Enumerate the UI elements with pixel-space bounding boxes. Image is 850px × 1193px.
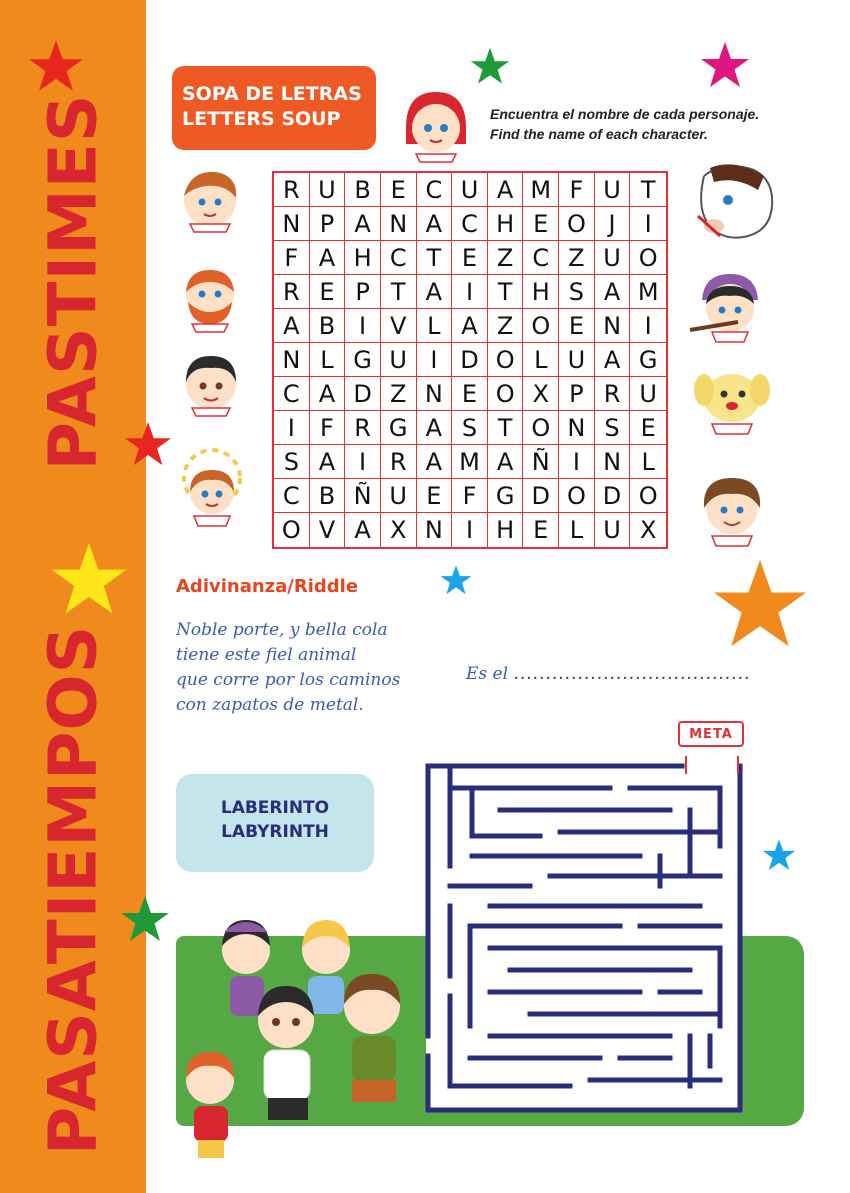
grid-letter-cell[interactable]: R	[595, 377, 631, 411]
dark-hair-boy-face-icon	[178, 350, 244, 420]
grid-letter-cell[interactable]: Z	[381, 377, 417, 411]
grid-letter-cell[interactable]: O	[488, 343, 524, 377]
yellow-star-icon	[50, 540, 128, 618]
word-search-title-en: LETTERS SOUP	[182, 108, 341, 130]
grid-letter-cell[interactable]: C	[417, 173, 453, 207]
grid-letter-cell[interactable]: P	[345, 275, 381, 309]
grid-letter-cell[interactable]: I	[452, 513, 488, 547]
grid-letter-cell[interactable]: H	[488, 513, 524, 547]
grid-letter-cell[interactable]: O	[559, 479, 595, 513]
grid-letter-cell[interactable]: J	[595, 207, 631, 241]
grid-letter-cell[interactable]: X	[381, 513, 417, 547]
grid-letter-cell[interactable]: M	[523, 173, 559, 207]
grid-letter-cell[interactable]: R	[345, 411, 381, 445]
word-search-instructions	[490, 104, 759, 144]
grid-letter-cell[interactable]: A	[595, 275, 631, 309]
grid-letter-cell[interactable]: I	[274, 411, 310, 445]
grid-letter-cell[interactable]: G	[488, 479, 524, 513]
grid-letter-cell[interactable]: C	[523, 241, 559, 275]
answer-prefix: Es el	[466, 664, 509, 684]
grid-letter-cell[interactable]: V	[310, 513, 346, 547]
grid-letter-cell[interactable]: O	[274, 513, 310, 547]
grid-letter-cell[interactable]: N	[595, 309, 631, 343]
grid-letter-cell[interactable]: P	[310, 207, 346, 241]
grid-letter-cell[interactable]: B	[310, 479, 346, 513]
blue-star-icon	[440, 564, 472, 596]
red-star-icon	[124, 420, 172, 468]
labyrinth-title-es: LABERINTO	[220, 798, 330, 818]
labyrinth-title-card	[176, 774, 374, 872]
grid-letter-cell[interactable]: B	[345, 173, 381, 207]
grid-letter-cell[interactable]: N	[274, 207, 310, 241]
instruction-es: Encuentra el nombre de cada personaje.	[490, 106, 760, 122]
grid-letter-cell[interactable]: O	[630, 479, 666, 513]
grid-letter-cell[interactable]: L	[310, 343, 346, 377]
grid-letter-cell[interactable]: D	[452, 343, 488, 377]
riddle-answer-line	[466, 664, 750, 684]
grid-letter-cell[interactable]: E	[381, 173, 417, 207]
grid-letter-cell[interactable]: D	[345, 377, 381, 411]
grid-letter-cell[interactable]: O	[523, 411, 559, 445]
grid-letter-cell[interactable]: L	[523, 343, 559, 377]
grid-letter-cell[interactable]: E	[452, 377, 488, 411]
grid-letter-cell[interactable]: Z	[488, 241, 524, 275]
grid-letter-cell[interactable]: O	[523, 309, 559, 343]
grid-letter-cell[interactable]: U	[559, 343, 595, 377]
grid-letter-cell[interactable]: I	[559, 445, 595, 479]
grid-letter-cell[interactable]: H	[488, 207, 524, 241]
answer-blank[interactable]: .....................................	[513, 664, 751, 684]
grid-letter-cell[interactable]: F	[274, 241, 310, 275]
grid-letter-cell[interactable]: H	[523, 275, 559, 309]
grid-letter-cell[interactable]: S	[274, 445, 310, 479]
grid-letter-cell[interactable]: O	[488, 377, 524, 411]
grid-letter-cell[interactable]: B	[310, 309, 346, 343]
grid-letter-cell[interactable]: R	[274, 275, 310, 309]
grid-letter-cell[interactable]: S	[559, 275, 595, 309]
grid-letter-cell[interactable]: N	[559, 411, 595, 445]
running-children-illustration	[176, 910, 436, 1180]
grid-letter-cell[interactable]: H	[345, 241, 381, 275]
grid-letter-cell[interactable]: I	[630, 309, 666, 343]
grid-letter-cell[interactable]: T	[488, 411, 524, 445]
magenta-star-icon	[700, 40, 750, 90]
boy-face-icon	[176, 166, 244, 236]
grid-letter-cell[interactable]: A	[417, 275, 453, 309]
grid-letter-cell[interactable]: Z	[488, 309, 524, 343]
grid-letter-cell[interactable]: L	[630, 445, 666, 479]
grid-letter-cell[interactable]: A	[488, 445, 524, 479]
grid-letter-cell[interactable]: Z	[559, 241, 595, 275]
labyrinth-maze[interactable]	[420, 726, 750, 1116]
grid-letter-cell[interactable]: G	[345, 343, 381, 377]
grid-letter-cell[interactable]: A	[417, 411, 453, 445]
grid-letter-cell[interactable]: E	[630, 411, 666, 445]
grid-letter-cell[interactable]: T	[488, 275, 524, 309]
horse-face-icon	[684, 156, 780, 246]
grid-letter-cell[interactable]: G	[630, 343, 666, 377]
grid-letter-cell[interactable]: E	[417, 479, 453, 513]
grid-letter-cell[interactable]: E	[523, 207, 559, 241]
grid-letter-cell[interactable]: V	[381, 309, 417, 343]
grid-letter-cell[interactable]: P	[559, 377, 595, 411]
word-search-title-badge	[172, 66, 376, 150]
grid-letter-cell[interactable]: A	[310, 241, 346, 275]
green-star-icon	[470, 46, 510, 86]
grid-letter-cell[interactable]: U	[595, 173, 631, 207]
grid-letter-cell[interactable]: F	[559, 173, 595, 207]
dog-face-icon	[690, 364, 774, 440]
orange-star-icon	[712, 556, 808, 652]
grid-letter-cell[interactable]: N	[417, 513, 453, 547]
grid-letter-cell[interactable]: F	[452, 479, 488, 513]
grid-letter-cell[interactable]: E	[559, 309, 595, 343]
grid-letter-cell[interactable]: F	[310, 411, 346, 445]
word-search-title-es: SOPA DE LETRAS	[182, 83, 362, 105]
grid-letter-cell[interactable]: E	[523, 513, 559, 547]
sidebar-title-english: PASTIMES	[34, 93, 112, 471]
grid-letter-cell[interactable]: A	[345, 513, 381, 547]
grid-letter-cell[interactable]: D	[595, 479, 631, 513]
grid-letter-cell[interactable]: I	[345, 309, 381, 343]
instruction-en: Find the name of each character.	[490, 126, 708, 142]
grid-letter-cell[interactable]: E	[452, 241, 488, 275]
grid-letter-cell[interactable]: R	[381, 445, 417, 479]
green-star-icon	[120, 894, 170, 944]
grid-letter-cell[interactable]: A	[417, 207, 453, 241]
grid-letter-cell[interactable]: C	[452, 207, 488, 241]
grid-letter-cell[interactable]: N	[595, 445, 631, 479]
grid-letter-cell[interactable]: X	[523, 377, 559, 411]
red-star-icon	[28, 38, 84, 94]
grid-letter-cell[interactable]: U	[595, 241, 631, 275]
blue-star-icon	[762, 838, 796, 872]
grid-letter-cell[interactable]: N	[274, 343, 310, 377]
girl-with-flute-face-icon	[686, 268, 770, 348]
grid-letter-cell[interactable]: U	[630, 377, 666, 411]
grid-letter-cell[interactable]: A	[452, 309, 488, 343]
grid-letter-cell[interactable]: O	[559, 207, 595, 241]
sidebar-title-spanish: PASATIEMPOS	[34, 624, 112, 1156]
princess-face-icon	[174, 448, 248, 540]
grid-letter-cell[interactable]: L	[417, 309, 453, 343]
grid-letter-cell[interactable]: I	[345, 445, 381, 479]
grid-letter-cell[interactable]: O	[630, 241, 666, 275]
grid-letter-cell[interactable]: Ñ	[523, 445, 559, 479]
grid-letter-cell[interactable]: U	[310, 173, 346, 207]
word-search-grid	[272, 171, 668, 549]
grid-letter-cell[interactable]: N	[417, 377, 453, 411]
grid-letter-cell[interactable]: C	[274, 377, 310, 411]
grid-letter-cell[interactable]: I	[452, 275, 488, 309]
riddle-line: que corre por los caminos	[176, 670, 401, 690]
grid-letter-cell[interactable]: N	[381, 207, 417, 241]
grid-letter-cell[interactable]: A	[345, 207, 381, 241]
riddle-line: Noble porte, y bella cola	[176, 620, 388, 640]
grid-letter-cell[interactable]: M	[452, 445, 488, 479]
grid-letter-cell[interactable]: A	[274, 309, 310, 343]
brown-hair-boy-face-icon	[694, 470, 770, 550]
girl-face-icon	[398, 88, 474, 166]
labyrinth-title-en: LABYRINTH	[221, 822, 329, 842]
grid-letter-cell[interactable]: T	[381, 275, 417, 309]
grid-letter-cell[interactable]: L	[559, 513, 595, 547]
grid-letter-cell[interactable]: S	[452, 411, 488, 445]
grid-letter-cell[interactable]: Ñ	[345, 479, 381, 513]
grid-letter-cell[interactable]: X	[639, 516, 657, 544]
grid-letter-cell[interactable]: G	[381, 411, 417, 445]
grid-letter-cell[interactable]: U	[452, 173, 488, 207]
grid-letter-cell[interactable]: E	[310, 275, 346, 309]
grid-letter-cell[interactable]: A	[310, 377, 346, 411]
grid-letter-cell[interactable]: A	[488, 173, 524, 207]
grid-letter-cell[interactable]: U	[381, 343, 417, 377]
grid-letter-cell[interactable]: C	[381, 241, 417, 275]
grid-letter-cell[interactable]: I	[630, 207, 666, 241]
riddle-text	[176, 618, 400, 718]
grid-letter-cell[interactable]: T	[630, 173, 666, 207]
bearded-man-face-icon	[176, 262, 244, 334]
riddle-title: Adivinanza/Riddle	[176, 576, 359, 597]
grid-letter-cell[interactable]: S	[595, 411, 631, 445]
grid-letter-cell[interactable]: I	[417, 343, 453, 377]
grid-letter-cell[interactable]: D	[523, 479, 559, 513]
grid-letter-cell[interactable]: U	[381, 479, 417, 513]
grid-letter-cell[interactable]: A	[417, 445, 453, 479]
grid-letter-cell[interactable]: U	[595, 513, 631, 547]
grid-letter-cell[interactable]: T	[417, 241, 453, 275]
maze-goal-sign: META	[678, 721, 744, 747]
grid-letter-cell[interactable]: A	[595, 343, 631, 377]
riddle-line: con zapatos de metal.	[176, 695, 364, 715]
riddle-line: tiene este fiel animal	[176, 645, 357, 665]
grid-letter-cell[interactable]: A	[310, 445, 346, 479]
grid-letter-cell[interactable]: C	[274, 479, 310, 513]
grid-letter-cell[interactable]: R	[274, 173, 310, 207]
grid-letter-cell[interactable]: M	[630, 275, 666, 309]
